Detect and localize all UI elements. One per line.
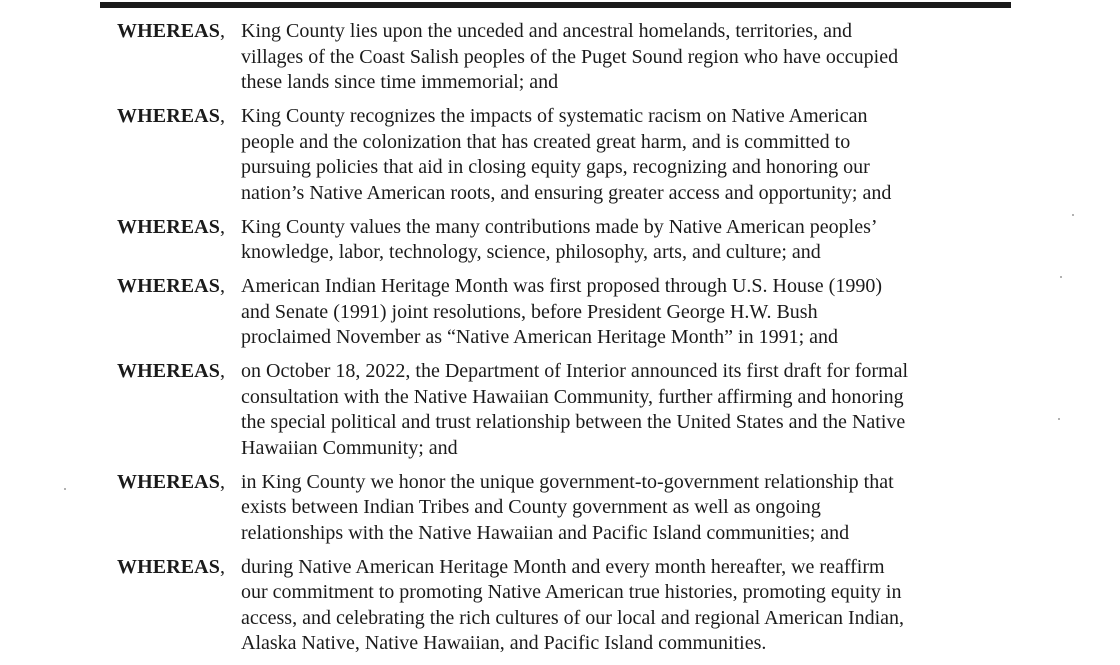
clause-text: American Indian Heritage Month was first proposed through U.S. House (1990) and Senate (1991) joint resolutions, before President George H.W. Bush proclaimed November as “Native American Heritage Month” in 1991; and: [241, 275, 882, 348]
whereas-clause: [117, 555, 997, 657]
clause-keyword: WHEREAS,: [117, 215, 225, 238]
clause-keyword: WHEREAS,: [117, 555, 225, 578]
whereas-clause: [117, 359, 997, 461]
whereas-clause: [117, 470, 997, 547]
clause-keyword: WHEREAS,: [117, 20, 225, 42]
whereas-clause: [117, 274, 997, 351]
clause-keyword: WHEREAS,: [117, 105, 225, 127]
scan-speck: [1058, 418, 1060, 420]
scan-speck: [1072, 214, 1074, 216]
clause-keyword: WHEREAS,: [117, 275, 225, 297]
scan-speck: [64, 488, 66, 490]
clause-keyword: WHEREAS,: [117, 470, 225, 493]
clause-text: King County values the many contributions made by Native American peoples’ knowledge, labor, technology, science, philosophy, arts, and culture; and: [241, 215, 878, 263]
scan-speck: [1060, 276, 1062, 278]
clause-text: on October 18, 2022, the Department of Interior announced its first draft for formal consultation with the Native Hawaiian Community, further affirming and honoring the special political and trust relationship between the United States and the Native Hawaiian Community; and: [241, 360, 909, 459]
whereas-clause: [117, 215, 997, 266]
top-border-rule: [100, 2, 1011, 8]
whereas-clause: [117, 104, 997, 206]
clause-keyword: WHEREAS,: [117, 360, 225, 382]
whereas-clause: [117, 19, 997, 96]
clause-text: during Native American Heritage Month and every month hereafter, we reaffirm our commitment to promoting Native American true histories, promoting equity in access, and celebrating the rich cultures of our local and regional American Indian, Alaska Native, Native Hawaiian, and Pacific Island communities.: [241, 555, 905, 654]
clause-text: in King County we honor the unique government-to-government relationship that exists between Indian Tribes and County government as well as ongoing relationships with the Native Hawaiian and Pacific Island communities; and: [241, 470, 894, 544]
whereas-clauses: [117, 19, 997, 665]
clause-text: King County lies upon the unceded and ancestral homelands, territories, and villages of the Coast Salish peoples of the Puget Sound region who have occupied these lands since time immemorial; and: [241, 20, 899, 93]
clause-text: King County recognizes the impacts of systematic racism on Native American people and the colonization that has created great harm, and is committed to pursuing policies that aid in closing equity gaps, recognizing and honoring our nation’s Native American roots, and ensuring greater access and opportunity; and: [241, 105, 892, 204]
